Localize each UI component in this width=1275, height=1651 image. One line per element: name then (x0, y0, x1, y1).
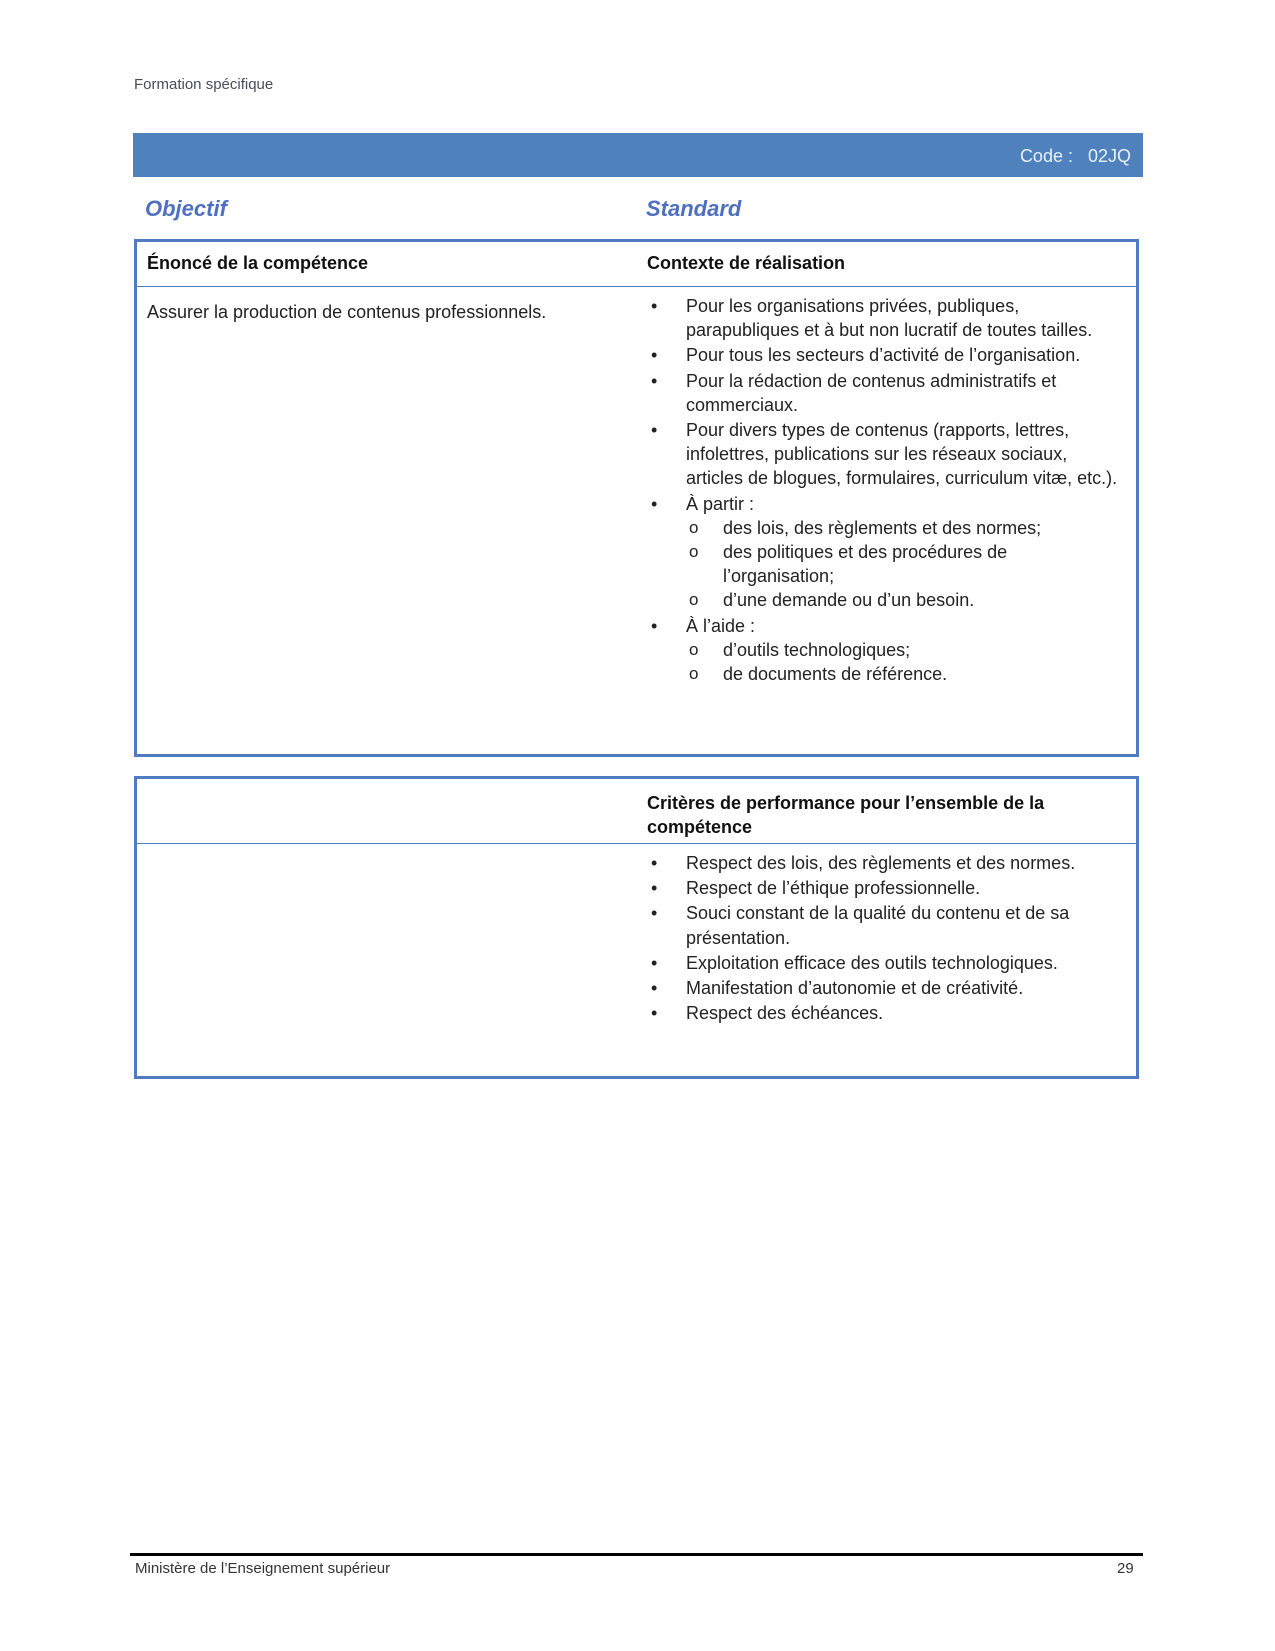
context-heading: Contexte de réalisation (647, 253, 846, 273)
criteria-item: • Exploitation efficace des outils technologiques. (649, 951, 1119, 975)
context-subitem: o des politiques et des procédures de l’organisation; (686, 540, 1119, 588)
context-item-text: Pour tous les secteurs d’activité de l’organisation. (686, 345, 1081, 366)
context-subitem: o d’outils technologiques; (686, 638, 1119, 662)
page-header: Formation spécifique (134, 76, 274, 93)
context-item-text: Pour la rédaction de contenus administratifs et commerciaux. (686, 370, 1057, 415)
context-list (649, 294, 1119, 687)
criteria-item: • Respect des lois, des règlements et des normes. (649, 851, 1119, 875)
objective-title: Objectif (145, 196, 227, 221)
context-subitem: o d’une demande ou d’un besoin. (686, 588, 1119, 612)
criteria-list (649, 851, 1119, 1026)
context-item (649, 343, 1119, 367)
context-subitem-list (686, 516, 1119, 613)
standard-title: Standard (646, 196, 742, 221)
statement-heading: Énoncé de la compétence (147, 253, 369, 273)
code-label: Code : 02JQ (1019, 146, 1131, 166)
context-item (649, 492, 1119, 613)
context-subitem-list (686, 638, 1119, 686)
code-banner (133, 133, 1143, 177)
context-subitem: o des lois, des règlements et des normes; (686, 516, 1119, 540)
context-item-text: À l’aide : (686, 615, 756, 636)
criteria-item: • Respect des échéances. (649, 1001, 1119, 1025)
criteria-item: • Souci constant de la qualité du contenu et de sa présentation. (649, 901, 1119, 949)
context-item (649, 369, 1119, 417)
context-item-text: Pour divers types de contenus (rapports, lettres, infolettres, publications sur les réseaux sociaux, articles de blogues, formulaires, curriculum vitæ, etc.). (686, 420, 1118, 489)
footer-ministry: Ministère de l’Enseignement supérieur (135, 1560, 391, 1577)
criteria-header-row (137, 779, 1136, 844)
criteria-item: • Manifestation d’autonomie et de créativité. (649, 976, 1119, 1000)
context-subitem: o de documents de référence. (686, 662, 1119, 686)
footer-divider (130, 1553, 1143, 1556)
criteria-box (134, 776, 1139, 1079)
context-item-text: Pour les organisations privées, publiques, parapubliques et à but non lucratif de toutes tailles. (686, 296, 1093, 341)
context-item-text: À partir : (686, 493, 755, 514)
competence-statement: Assurer la production de contenus professionnels. (147, 302, 547, 322)
competence-header-row (137, 242, 1136, 287)
context-item (649, 614, 1119, 687)
context-item (649, 418, 1119, 491)
competence-box (134, 239, 1139, 757)
criteria-heading: Critères de performance pour l’ensemble de la compétence (647, 793, 1045, 837)
context-item (649, 294, 1119, 342)
criteria-item: • Respect de l’éthique professionnelle. (649, 876, 1119, 900)
page-number: 29 (1117, 1560, 1134, 1577)
